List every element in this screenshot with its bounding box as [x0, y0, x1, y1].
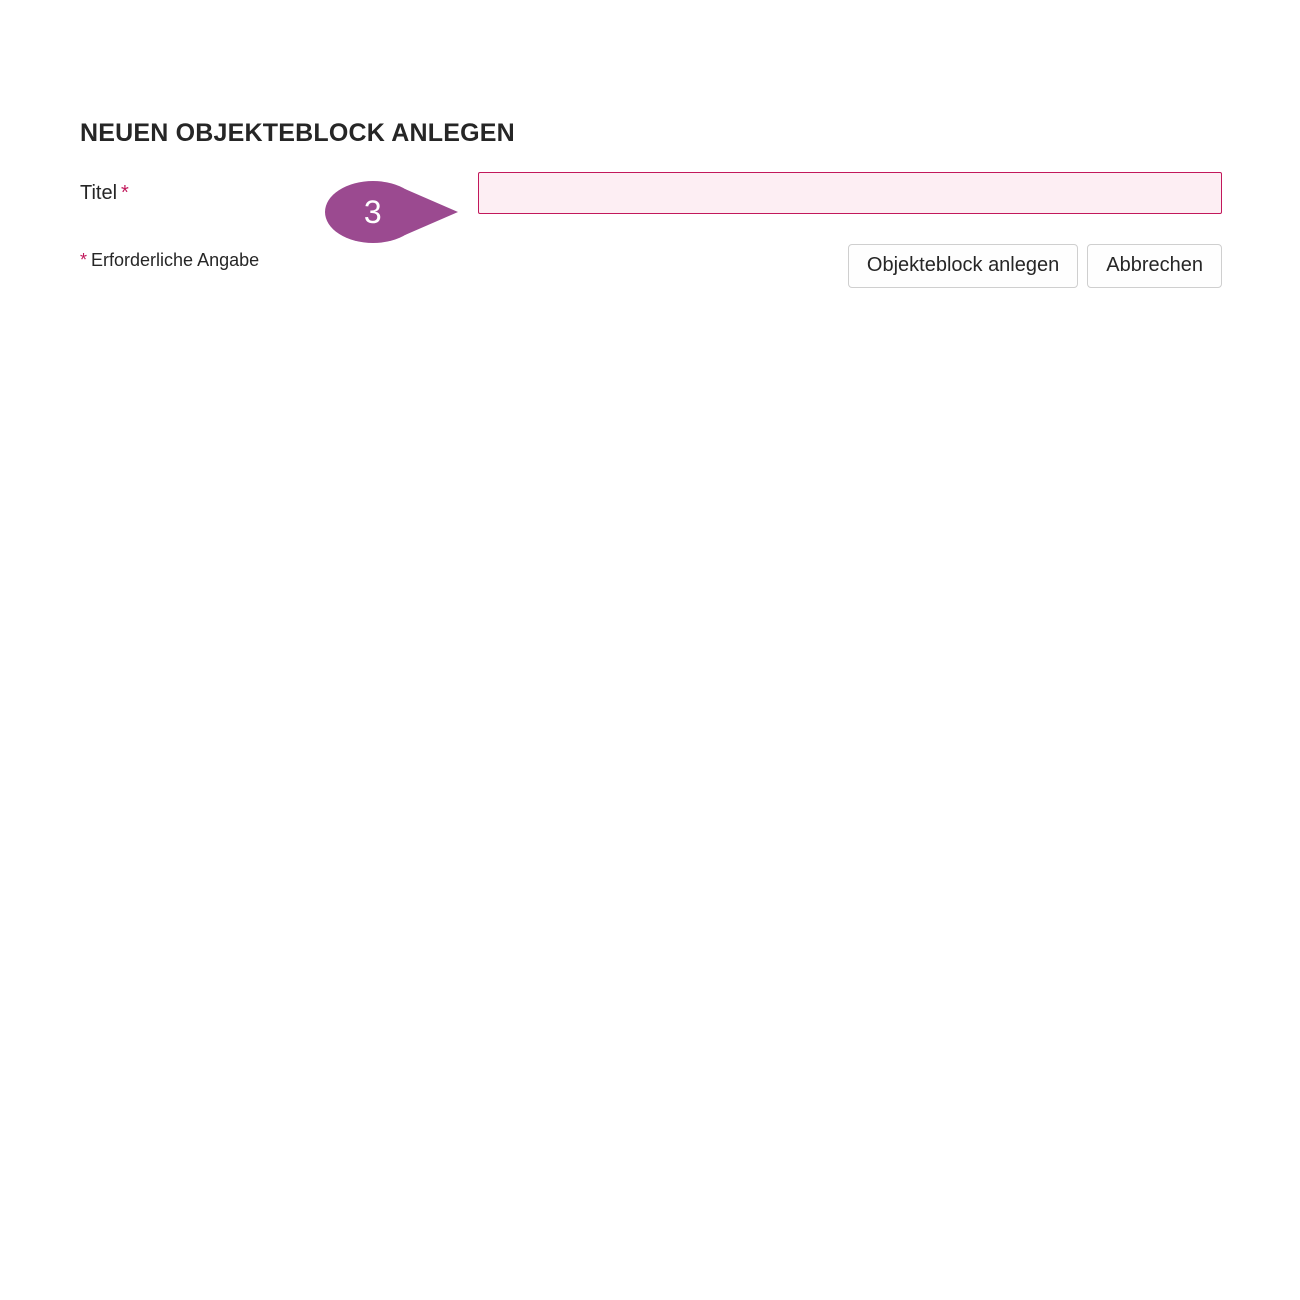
required-hint-asterisk-icon: * [80, 249, 88, 270]
required-hint [80, 250, 259, 271]
cancel-button[interactable]: Abbrechen [1087, 244, 1222, 288]
title-input[interactable] [478, 172, 1222, 214]
title-label-text: Titel [80, 181, 118, 204]
step-callout-number: 3 [363, 193, 383, 230]
form-button-bar [848, 244, 1222, 288]
form-footer [80, 244, 1230, 296]
create-object-block-form [80, 120, 1230, 296]
step-callout-3 [325, 181, 460, 243]
title-field-row [80, 172, 1230, 224]
required-hint-text: Erforderliche Angabe [91, 249, 260, 270]
title-field-label [80, 182, 129, 205]
create-object-block-button[interactable]: Objekteblock anlegen [848, 244, 1078, 288]
page-title: NEUEN OBJEKTEBLOCK ANLEGEN [80, 119, 515, 147]
required-asterisk-icon: * [121, 181, 129, 204]
